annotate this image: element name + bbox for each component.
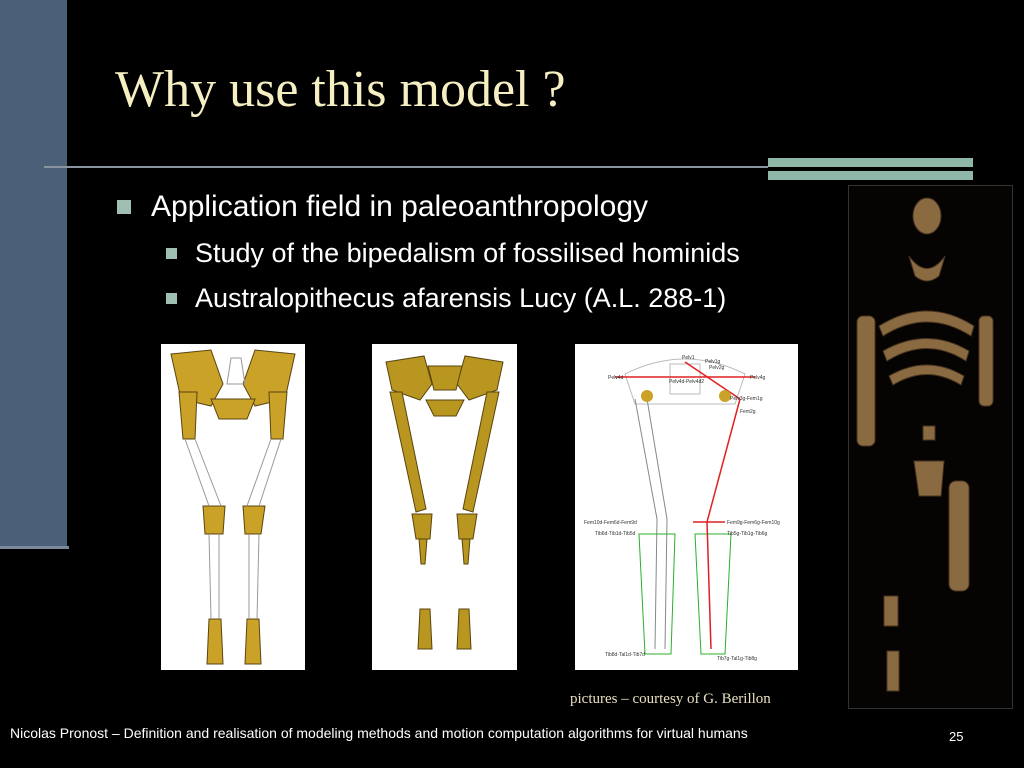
bullet-square-icon (166, 248, 177, 259)
slide-footer: Nicolas Pronost – Definition and realisation of modeling methods and motion computation algorithms for virtual humans (10, 725, 748, 741)
joint-labels-layer (575, 344, 798, 670)
bone-skeleton-illustration (372, 344, 517, 670)
sub-bullet-lucy (166, 283, 726, 314)
label-ankle-left: Tib8d-Tal1d-Tib7d (605, 652, 645, 658)
title-rule-accent (768, 158, 973, 180)
joint-model-diagram (575, 344, 798, 670)
lucy-skeleton-photo (848, 185, 1013, 709)
slide-title: Why use this model ? (115, 61, 566, 118)
label-pelv4d: Pelv4d (608, 375, 624, 381)
label-pelv3g-fem1g: Pelv3g-Fem1g (730, 396, 763, 402)
label-pelv4g: Pelv4g (750, 375, 766, 381)
sub-bullet-bipedalism (166, 238, 740, 269)
label-knee-right-tibia: Tib5g-Tib1g-Tib6g (727, 531, 768, 537)
label-pelv4d-pelv4d2: Pelv4d-Pelv4d2 (669, 379, 705, 385)
skeleton-image-wireframe (161, 344, 305, 670)
label-fem2g: Fem2g (740, 409, 756, 415)
label-knee-left-tibia: Tib6d-Tib1d-Tib5d (595, 531, 636, 537)
fossil-fragments-illustration (849, 186, 1012, 708)
label-knee-left-femur: Fem10d-Fem6d-Fem9d (584, 520, 637, 526)
skeleton-image-bones (372, 344, 517, 670)
bullet-square-icon (117, 200, 131, 214)
label-knee-right-femur: Fem9g-Fem6g-Fem10g (727, 520, 780, 526)
bullet-square-icon (166, 293, 177, 304)
label-pelv1: Pelv1 (682, 355, 695, 361)
label-pelv1g: Pelv1g (705, 359, 721, 365)
label-pelv2g: Pelv2g (709, 365, 725, 371)
bullet-text: Australopithecus afarensis Lucy (A.L. 288-1) (195, 283, 727, 313)
bullet-text: Study of the bipedalism of fossilised hominids (195, 238, 740, 268)
wireframe-skeleton-illustration (161, 344, 305, 670)
side-band (0, 0, 67, 546)
label-ankle-right: Tib7g-Tal1g-Tib8g (717, 656, 757, 662)
bullet-text: Application field in paleoanthropology (151, 190, 649, 223)
side-band-edge (0, 546, 69, 549)
page-number: 25 (949, 729, 964, 744)
bullet-application-field (117, 190, 648, 224)
image-credit-caption: pictures – courtesy of G. Berillon (570, 691, 771, 707)
